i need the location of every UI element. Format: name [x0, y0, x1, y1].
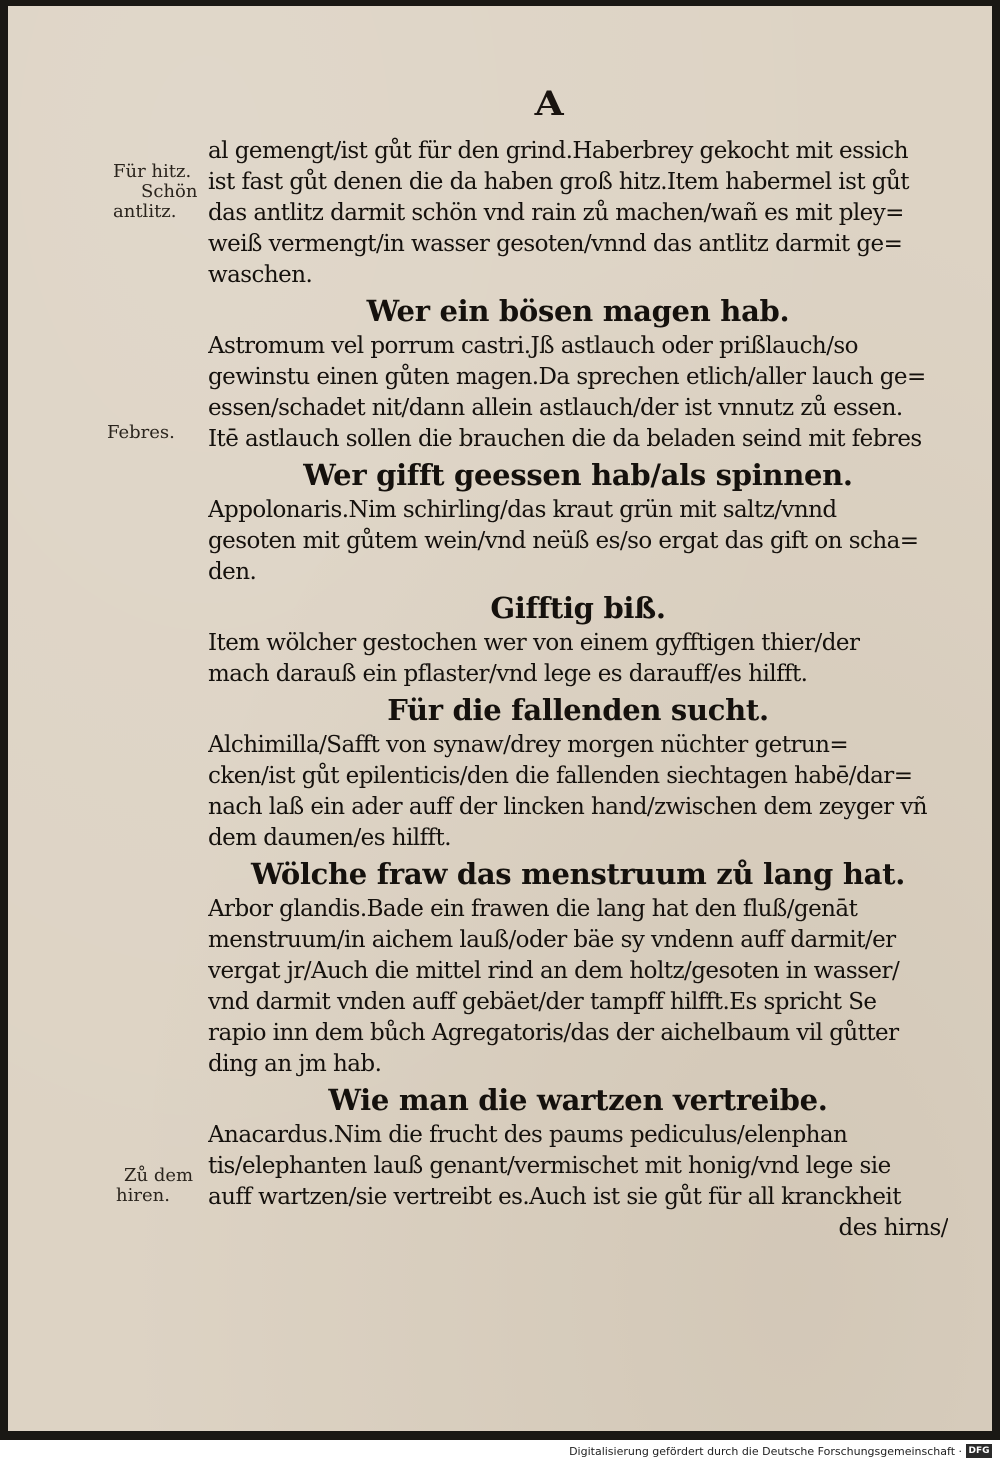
section-heading-stomach: Wer ein bösen magen hab.: [366, 294, 790, 328]
text-line: ist fast gůt denen die da haben groß hitz.Item habermel ist gůt: [208, 169, 909, 195]
section-heading-poison: Wer gifft geessen hab/als spinnen.: [303, 458, 853, 492]
margin-note-line: Für hitz.: [113, 161, 192, 182]
text-line: al gemengt/ist gůt für den grind.Haberbrey gekocht mit essich: [208, 138, 909, 164]
margin-note-line: antlitz.: [113, 201, 177, 222]
text-line: gesoten mit gůtem wein/vnd neüß es/so ergat das gift on scha=: [208, 528, 919, 554]
text-line: Itē astlauch sollen die brauchen die da beladen seind mit febres: [208, 426, 922, 452]
funding-credit: Digitalisierung gefördert durch die Deutsche Forschungsgemeinschaft ·: [569, 1445, 962, 1458]
text-line: waschen.: [208, 262, 313, 288]
text-line: den.: [208, 559, 257, 585]
text-line: ding an jm hab.: [208, 1051, 382, 1077]
text-line: vnd darmit vnden auff gebäet/der tampff hilfft.Es spricht Se: [208, 989, 877, 1015]
text-line: tis/elephanten lauß genant/vermischet mit honig/vnd lege sie: [208, 1153, 891, 1179]
footer-bar: [0, 1440, 1000, 1462]
catchword-line: des hirns/: [838, 1215, 948, 1241]
text-line: das antlitz darmit schön vnd rain zů machen/wañ es mit pley=: [208, 200, 904, 226]
text-line: Astromum vel porrum castri.Jß astlauch oder prißlauch/so: [208, 333, 858, 359]
text-line: Alchimilla/Safft von synaw/drey morgen nüchter getrun=: [208, 732, 849, 758]
text-line: Anacardus.Nim die frucht des paums pediculus/elenphan: [208, 1122, 848, 1148]
text-line: nach laß ein ader auff der lincken hand/zwischen dem zeyger vñ: [208, 794, 928, 820]
text-line: rapio inn dem bůch Agregatoris/das der aichelbaum vil gůtter: [208, 1020, 899, 1046]
text-line: Arbor glandis.Bade ein frawen die lang hat den fluß/genāt: [208, 896, 858, 922]
section-heading-epilepsy: Für die fallenden sucht.: [387, 693, 769, 727]
text-line: weiß vermengt/in wasser gesoten/vnnd das antlitz darmit ge=: [208, 231, 903, 257]
page-text: [208, 136, 948, 1244]
text-line: gewinstu einen gůten magen.Da sprechen etlich/aller lauch ge=: [208, 364, 926, 390]
margin-note-febres: Febres.: [107, 422, 175, 443]
section-heading-warts: Wie man die wartzen vertreibe.: [328, 1083, 828, 1117]
text-line: Item wölcher gestochen wer von einem gyfftigen thier/der: [208, 630, 860, 656]
text-line: Appolonaris.Nim schirling/das kraut grün mit saltz/vnnd: [208, 497, 837, 523]
margin-note-line: hiren.: [116, 1185, 170, 1206]
text-line: dem daumen/es hilfft.: [208, 825, 451, 851]
text-line: menstruum/in aichem lauß/oder bäe sy vndenn auff darmit/er: [208, 927, 896, 953]
margin-note-line: Zů dem: [124, 1165, 194, 1186]
section-heading-bite: Gifftig biß.: [490, 591, 666, 625]
margin-note-line: Schön: [141, 181, 198, 202]
section-heading-menstruum: Wölche fraw das menstruum zů lang hat.: [250, 857, 905, 891]
text-line: vergat jr/Auch die mittel rind an dem holtz/gesoten in wasser/: [208, 958, 900, 984]
text-line: essen/schadet nit/dann allein astlauch/der ist vnnutz zů essen.: [208, 395, 903, 421]
text-line: auff wartzen/sie vertreibt es.Auch ist sie gůt für all kranckheit: [208, 1184, 901, 1210]
book-page: [8, 6, 992, 1431]
signature-mark: A: [534, 84, 564, 124]
dfg-logo-icon: DFG: [966, 1444, 992, 1458]
margin-note-heat: [113, 162, 197, 222]
text-line: mach darauß ein pflaster/vnd lege es darauff/es hilfft.: [208, 661, 808, 687]
text-line: cken/ist gůt epilenticis/den die fallenden siechtagen habē/dar=: [208, 763, 913, 789]
margin-note-brain: [116, 1166, 193, 1206]
